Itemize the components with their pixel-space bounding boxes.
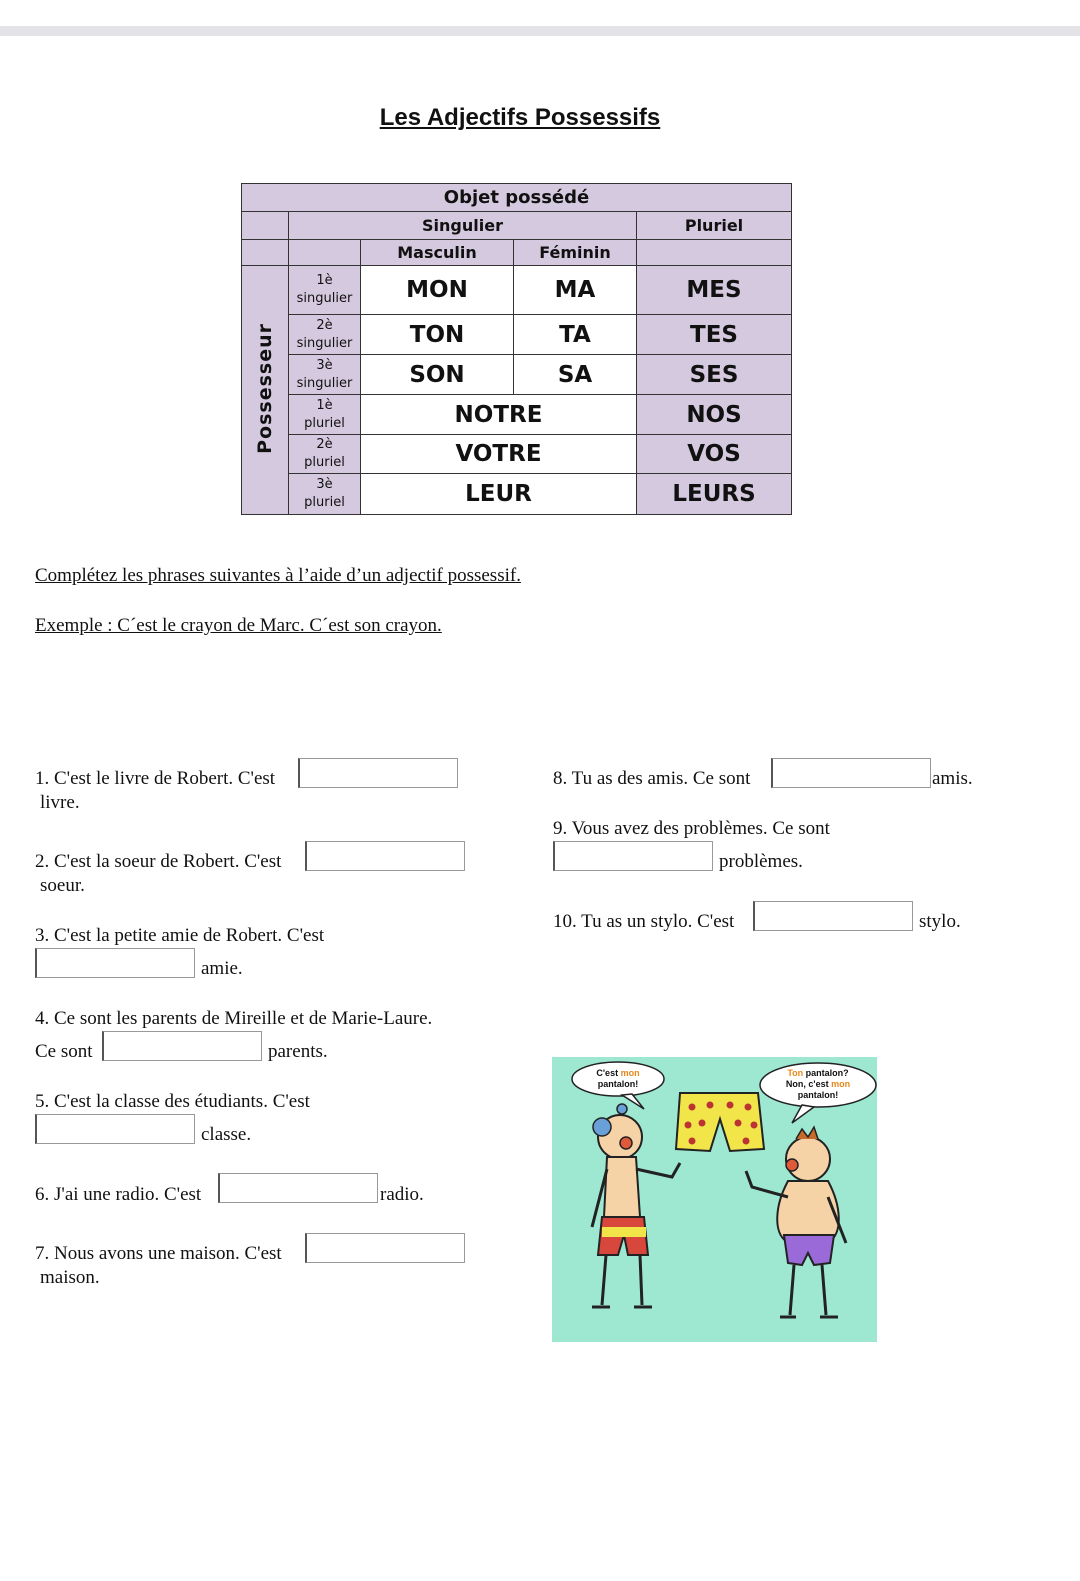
cell-vos: VOS [637,435,792,474]
header-plural: Pluriel [637,212,792,240]
q4-answer-field[interactable] [102,1031,262,1061]
header-owned: Objet possédé [242,184,792,212]
svg-text:C'est mon: C'est mon [596,1068,640,1078]
q9-text: 9. Vous avez des problèmes. Ce sont [553,818,830,839]
q2-text: 2. C'est la soeur de Robert. C'est [35,851,282,872]
q8-text-end: amis. [932,768,973,789]
row-label: 1è singulier [289,266,361,315]
svg-text:pantalon!: pantalon! [797,1090,839,1100]
cell-votre: VOTRE [361,435,637,474]
svg-text:Ton pantalon?: Ton pantalon? [787,1068,849,1078]
cell-leurs: LEURS [637,474,792,515]
q2-text-end: soeur. [40,875,85,896]
q3-text-end: amie. [201,958,243,979]
cell-sa: SA [514,355,637,395]
cartoon-illustration [552,1057,877,1342]
q1-text: 1. C'est le livre de Robert. C'est [35,768,276,789]
q9-answer-field[interactable] [553,841,713,871]
q8-answer-field[interactable] [771,758,931,788]
header-masculine: Masculin [361,240,514,266]
q4-text: 4. Ce sont les parents de Mireille et de Marie-Laure. [35,1008,433,1029]
cell-notre: NOTRE [361,395,637,435]
q6-text-end: radio. [380,1184,424,1205]
q1-text-end: livre. [40,792,80,813]
row-label: 1è pluriel [289,395,361,435]
cell-ta: TA [514,315,637,355]
q4-text-end: parents. [268,1041,328,1062]
q6-text: 6. J'ai une radio. C'est [35,1184,202,1205]
row-label: 2è singulier [289,315,361,355]
q7-answer-field[interactable] [305,1233,465,1263]
cell-ses: SES [637,355,792,395]
top-bar [0,26,1080,36]
cell-son: SON [361,355,514,395]
cell-ton: TON [361,315,514,355]
possessor-label: Possesseur [242,266,289,515]
q5-text-end: classe. [201,1124,252,1145]
q4-text-start: Ce sont [35,1041,93,1062]
q10-answer-field[interactable] [753,901,913,931]
cell-nos: NOS [637,395,792,435]
q1-answer-field[interactable] [298,758,458,788]
q3-answer-field[interactable] [35,948,195,978]
header-singular: Singulier [289,212,637,240]
row-label: 3è pluriel [289,474,361,515]
instructions: Complétez les phrases suivantes à l’aide d’un adjectif possessif. [35,565,521,586]
q2-answer-field[interactable] [305,841,465,871]
q7-text: 7. Nous avons une maison. C'est [35,1243,282,1264]
cell-mon: MON [361,266,514,315]
row-label: 3è singulier [289,355,361,395]
row-label: 2è pluriel [289,435,361,474]
q6-answer-field[interactable] [218,1173,378,1203]
q10-text: 10. Tu as un stylo. C'est [553,911,735,932]
cell-tes: TES [637,315,792,355]
q9-text-end: problèmes. [719,851,803,872]
cell-mes: MES [637,266,792,315]
q7-text-end: maison. [40,1267,100,1288]
svg-text:pantalon!: pantalon! [597,1079,639,1089]
q5-text: 5. C'est la classe des étudiants. C'est [35,1091,310,1112]
possessive-table [241,183,792,515]
q5-answer-field[interactable] [35,1114,195,1144]
cell-ma: MA [514,266,637,315]
q8-text: 8. Tu as des amis. Ce sont [553,768,751,789]
example: Exemple : C´est le crayon de Marc. C´est son crayon. [35,615,442,636]
svg-text:Non, c'est mon: Non, c'est mon [785,1079,851,1089]
q3-text: 3. C'est la petite amie de Robert. C'est [35,925,325,946]
cell-leur: LEUR [361,474,637,515]
page-title: Les Adjectifs Possessifs [379,104,661,131]
header-feminine: Féminin [514,240,637,266]
q10-text-end: stylo. [919,911,961,932]
